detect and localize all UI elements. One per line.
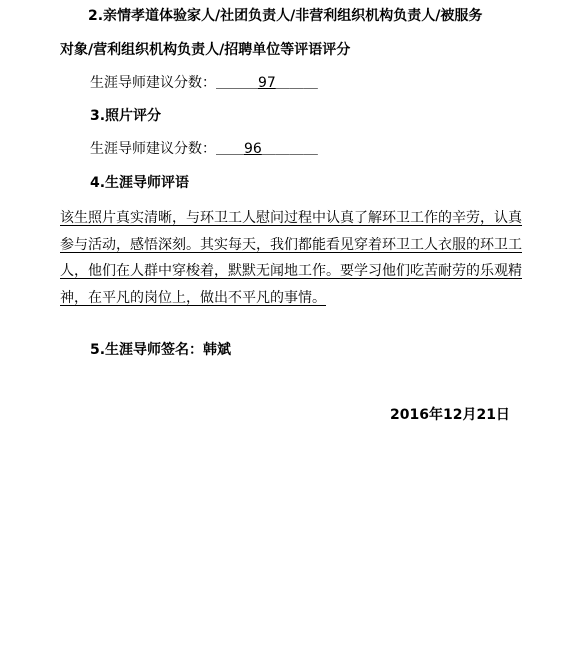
- score-blank-after: ＿＿＿: [275, 75, 318, 91]
- section-5-signature: 5.生涯导师签名：韩斌: [90, 342, 232, 358]
- mentor-comment-text: 该生照片真实清晰，与环卫工人慰问过程中认真了解环卫工作的辛劳，认真参与活动，感悟深刻。其实每天，我们都能看见穿着环卫工人衣服的环卫工人，他们在人群中穿梭着，默默无闻地工作。要学习他们吃苦耐劳的乐观精神，在平凡的岗位上，做出不平凡的事情。: [60, 210, 522, 306]
- signature-date: 2016年12月21日: [390, 407, 510, 423]
- section-2-title-line-1: 2.亲情孝道体验家人/社团负责人/非营利组织机构负责人/被服务: [88, 8, 483, 24]
- score-label: 生涯导师建议分数：: [90, 141, 216, 157]
- section-4-title: 4.生涯导师评语: [90, 175, 190, 191]
- section-2-title-line-2: 对象/营利组织机构负责人/招聘单位等评语评分: [60, 42, 351, 58]
- mentor-comment: [60, 205, 522, 311]
- section-3-score: [90, 139, 318, 159]
- score-blank-before: ＿＿＿: [216, 75, 258, 91]
- score-label: 生涯导师建议分数：: [90, 75, 216, 91]
- score-blank-before: ＿＿: [216, 141, 244, 157]
- score-value: 96: [244, 141, 262, 157]
- section-3-title: 3.照片评分: [90, 108, 162, 124]
- score-value: 97: [258, 75, 276, 91]
- section-2-score: [90, 73, 318, 93]
- score-blank-after: ＿＿＿＿: [261, 141, 318, 157]
